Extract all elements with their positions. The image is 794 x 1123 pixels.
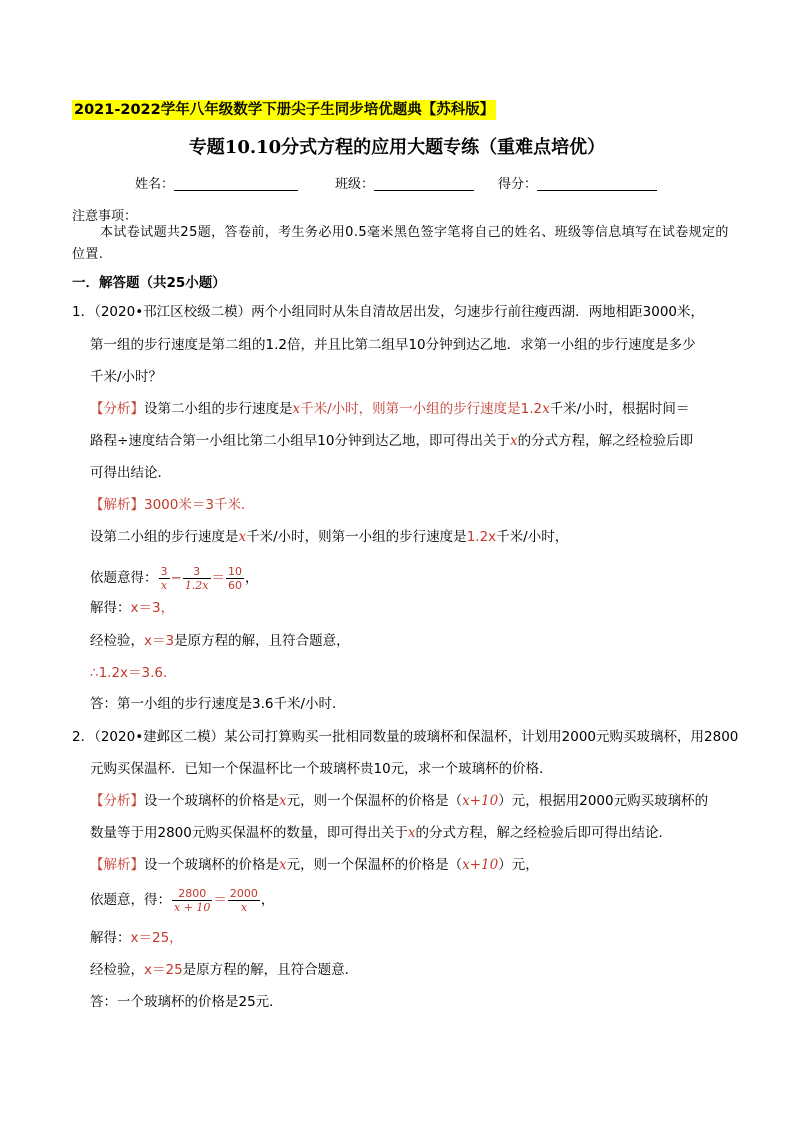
q1-equation: [90, 558, 259, 598]
fraction: [183, 565, 211, 592]
score-label: 得分：: [498, 177, 538, 192]
class-field: [335, 176, 474, 194]
q2-an1e: ）元，根据用2000元购买玻璃杯的: [498, 793, 709, 809]
name-label: 姓名：: [135, 177, 175, 192]
q2-an2a: 数量等于用2800元购买保温杯的数量，即可得出关于: [90, 825, 408, 841]
q2-equation: [90, 880, 274, 920]
q1-line3: 千米/小时？: [90, 369, 163, 385]
notes-heading: 注意事项：: [72, 209, 138, 224]
q1-an2a: 路程÷速度结合第一小组比第二小组早10分钟到达乙地，即可得出关于: [90, 433, 510, 449]
var-x: x: [279, 857, 287, 873]
check-value: x＝3: [144, 633, 175, 649]
q1-an2c: 的分式方程，解之经检验后即: [517, 433, 694, 449]
q2-so1c: 元，则一个保温杯的价格是（: [286, 857, 463, 873]
check-label: 经检验，: [90, 633, 144, 649]
q1-therefore: ∴1.2x＝3.6．: [90, 665, 177, 681]
q2-an1c: 元，则一个保温杯的价格是（: [286, 793, 463, 809]
q2-an1d: x+10: [462, 793, 499, 809]
q1-sol1: 3000米＝3千米．: [144, 497, 255, 513]
q2-number: 2．: [72, 729, 95, 745]
q2-so1e: ）元，: [498, 857, 539, 873]
question-2: [72, 727, 738, 747]
q1-analysis: [90, 399, 689, 419]
notes-body: 本试卷试题共25题，答卷前，考生务必用0.5毫米黑色签字笔将自己的姓名、班级等信息填写在试卷规定的位置.: [72, 225, 729, 262]
q2-solve: [90, 928, 183, 948]
equals-sign: ＝: [211, 570, 226, 586]
var-x: x: [407, 825, 416, 841]
fraction-numerator: 3: [160, 564, 168, 578]
analysis-tag: 【分析】: [90, 401, 144, 417]
q1-answer: 答：第一小组的步行速度是3.6千米/小时．: [90, 696, 346, 712]
q1-sol2: [90, 527, 568, 547]
fraction: [159, 565, 170, 592]
solve-value: x＝3，: [130, 600, 175, 616]
var-x: x: [542, 401, 550, 417]
eq-end: ，: [245, 570, 259, 586]
q2-solution: [90, 855, 539, 875]
eq-end: ，: [260, 892, 275, 908]
solve-label: 解得：: [90, 600, 131, 616]
var-x: x: [292, 401, 301, 417]
fraction: [172, 887, 212, 914]
score-field: [498, 176, 657, 194]
solution-tag: 【解析】: [90, 497, 144, 513]
q1-sol2d: 1.2x: [466, 529, 497, 545]
check-rest: 是原方程的解，且符合题意．: [182, 962, 359, 978]
q1-line2: 第一组的步行速度是第二组的1.2倍，并且比第二组早10分钟到达乙地．求第一小组的步行速度是多少: [90, 337, 696, 353]
fraction-numerator: 3: [183, 565, 211, 579]
solve-label: 解得：: [90, 930, 131, 946]
var-x: x: [510, 433, 518, 449]
section-heading: 一．解答题（共25小题）: [72, 275, 226, 291]
q1-analysis-3: 可得出结论．: [90, 465, 171, 481]
q2-line2: 元购买保温杯．已知一个保温杯比一个玻璃杯贵10元，求一个玻璃杯的价格．: [90, 761, 553, 777]
check-label: 经检验，: [90, 962, 144, 978]
q1-an-a: 设第二小组的步行速度是: [144, 401, 293, 417]
q1-analysis-2: [90, 431, 693, 451]
series-banner: 2021-2022学年八年级数学下册尖子生同步培优题典【苏科版】: [74, 102, 495, 118]
question-1: [72, 302, 704, 322]
minus-sign: −: [170, 570, 182, 586]
q2-so1a: 设一个玻璃杯的价格是: [144, 857, 279, 873]
eq-label: 依题意，得：: [90, 892, 171, 908]
solve-value: x＝25，: [130, 930, 183, 946]
fraction-denominator: x: [160, 578, 168, 592]
q1-sol2a: 设第二小组的步行速度是: [90, 529, 239, 545]
fraction: [228, 887, 260, 914]
q1-sol2e: 千米/小时，: [496, 529, 569, 545]
q1-number: 1．: [72, 304, 95, 320]
class-input-line[interactable]: [374, 176, 474, 191]
page-title: 专题10.10分式方程的应用大题专练（重难点培优）: [188, 137, 606, 158]
eq-label: 依题意得：: [90, 570, 158, 586]
fraction-numerator: 2800: [172, 887, 212, 901]
q2-so1d: x+10: [462, 857, 499, 873]
fraction-numerator: 10: [228, 564, 243, 578]
q2-analysis-2: [90, 823, 672, 843]
q2-line1: （2020•建邺区二模）某公司打算购买一批相同数量的玻璃杯和保温杯，计划用2000元购买玻璃杯，用2800: [94, 729, 739, 745]
name-input-line[interactable]: [174, 176, 298, 191]
q1-line1: （2020•邗江区校级二模）两个小组同时从朱自清故居出发，匀速步行前往瘦西湖．两地相距3000米，: [94, 304, 705, 320]
check-rest: 是原方程的解，且符合题意，: [174, 633, 350, 649]
fraction-denominator: 1.2x: [184, 578, 209, 592]
q2-an2c: 的分式方程，解之经检验后即可得出结论．: [415, 825, 672, 841]
var-x: x: [238, 529, 247, 545]
class-label: 班级：: [335, 177, 375, 192]
q1-check: [90, 631, 350, 651]
q1-an-e: 千米/小时，根据时间＝: [549, 401, 690, 417]
q2-analysis: [90, 791, 708, 811]
check-value: x＝25: [144, 962, 183, 978]
score-input-line[interactable]: [537, 176, 657, 191]
fraction-numerator: 2000: [229, 886, 258, 900]
var-x: x: [279, 793, 287, 809]
q2-answer: 答：一个玻璃杯的价格是25元．: [90, 994, 283, 1010]
fraction-denominator: x: [240, 900, 248, 914]
q1-solution: [90, 495, 254, 515]
fraction: [226, 565, 244, 592]
fraction-denominator: 60: [228, 578, 243, 592]
analysis-tag: 【分析】: [90, 793, 144, 809]
q2-an1a: 设一个玻璃杯的价格是: [144, 793, 279, 809]
solution-tag: 【解析】: [90, 857, 144, 873]
name-field: [135, 176, 298, 194]
q1-an-c: 千米/小时，则第一小组的步行速度是1.2: [300, 401, 543, 417]
fraction-denominator: x + 10: [174, 900, 211, 914]
q1-solve: [90, 598, 174, 618]
equals-sign: ＝: [213, 892, 227, 908]
q2-check: [90, 960, 358, 980]
q1-sol2c: 千米/小时，则第一小组的步行速度是: [246, 529, 467, 545]
